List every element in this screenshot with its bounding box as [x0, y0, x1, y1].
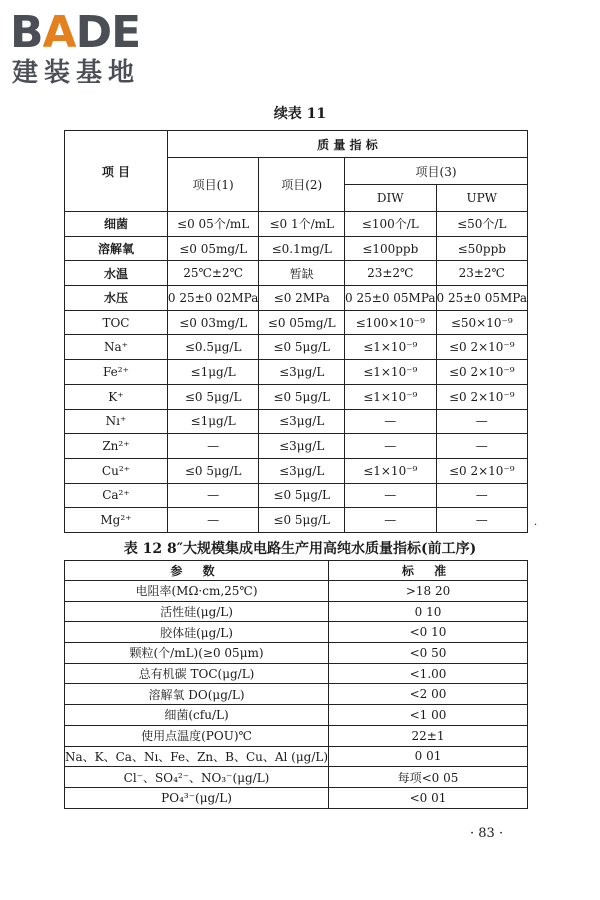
row-label: Ca²⁺	[65, 483, 168, 508]
standard-cell: <0 50	[329, 643, 528, 664]
table-cell: ≤50ppb	[436, 236, 527, 261]
table-cell: ≤1×10⁻⁹	[345, 458, 436, 483]
table-row	[65, 360, 528, 385]
table-row	[65, 787, 528, 808]
standard-cell: <0 01	[329, 787, 528, 808]
table-cell: ≤0 2×10⁻⁹	[436, 384, 527, 409]
table-row	[65, 310, 528, 335]
table-cell: ≤0 2MPa	[259, 286, 345, 311]
table-row	[65, 483, 528, 508]
table-cell: ≤0 2×10⁻⁹	[436, 335, 527, 360]
table-row	[65, 286, 528, 311]
table-cell: 0 25±0 02MPa	[167, 286, 258, 311]
table-cell: ≤0 2×10⁻⁹	[436, 360, 527, 385]
table-cell: ≤0 5μg/L	[259, 508, 345, 533]
table-row	[65, 684, 528, 705]
header-diw: DIW	[345, 185, 436, 212]
table-cell: —	[436, 483, 527, 508]
table-cell: ≤3μg/L	[259, 458, 345, 483]
table-cell: 25℃±2℃	[167, 261, 258, 286]
parameter-cell: Cl⁻、SO₄²⁻、NO₃⁻(μg/L)	[65, 767, 329, 788]
table-cell: ≤100ppb	[345, 236, 436, 261]
table-cell: —	[345, 409, 436, 434]
table-cell: ≤0 5μg/L	[167, 384, 258, 409]
parameter-cell: 细菌(cfu/L)	[65, 705, 329, 726]
table-cell: ≤50个/L	[436, 212, 527, 237]
table-cell: —	[345, 434, 436, 459]
table-cell: ≤0 05个/mL	[167, 212, 258, 237]
standard-cell: >18 20	[329, 581, 528, 602]
table-row	[65, 212, 528, 237]
parameter-cell: 活性硅(μg/L)	[65, 601, 329, 622]
standard-cell: <1.00	[329, 663, 528, 684]
table-row	[65, 581, 528, 602]
table-cell: —	[167, 508, 258, 533]
table-cell: 0 25±0 05MPa	[345, 286, 436, 311]
table-cell: ≤50×10⁻⁹	[436, 310, 527, 335]
table-cell: —	[436, 508, 527, 533]
table-cell: ≤1μg/L	[167, 409, 258, 434]
table-row	[65, 643, 528, 664]
table-cell: ≤1×10⁻⁹	[345, 384, 436, 409]
row-label: 水压	[65, 286, 168, 311]
parameter-cell: 总有机碳 TOC(μg/L)	[65, 663, 329, 684]
parameter-cell: 溶解氧 DO(μg/L)	[65, 684, 329, 705]
table-row	[65, 705, 528, 726]
page-number: · 83 ·	[470, 826, 504, 841]
header-parameter: 参 数	[65, 561, 329, 581]
table-cell: ≤3μg/L	[259, 360, 345, 385]
parameter-cell: 颗粒(个/mL)(≥0 05μm)	[65, 643, 329, 664]
row-label: 水温	[65, 261, 168, 286]
table-cell: 23±2℃	[345, 261, 436, 286]
table-row	[65, 622, 528, 643]
table1-caption: 续表 11	[273, 106, 327, 122]
table-cell: 23±2℃	[436, 261, 527, 286]
table-cell: —	[436, 409, 527, 434]
table-cell: ≤0 03mg/L	[167, 310, 258, 335]
table-row	[65, 434, 528, 459]
table-cell: —	[167, 483, 258, 508]
standard-cell: 每项<0 05	[329, 767, 528, 788]
table-row	[65, 767, 528, 788]
standard-cell: 0 01	[329, 746, 528, 767]
standard-cell: <0 10	[329, 622, 528, 643]
row-label: K⁺	[65, 384, 168, 409]
header-upw: UPW	[436, 185, 527, 212]
row-label: Fe²⁺	[65, 360, 168, 385]
table-cell: ≤0 5μg/L	[259, 335, 345, 360]
table-cell: ≤0.1mg/L	[259, 236, 345, 261]
table-row	[65, 508, 528, 533]
table-cell: ≤0 2×10⁻⁹	[436, 458, 527, 483]
table-cell: ≤1μg/L	[167, 360, 258, 385]
table-cell: ≤100个/L	[345, 212, 436, 237]
table-cell: 暂缺	[259, 261, 345, 286]
table2-body	[65, 581, 528, 809]
header-col2: 项目(2)	[259, 158, 345, 212]
row-label: Cu²⁺	[65, 458, 168, 483]
row-label: Mg²⁺	[65, 508, 168, 533]
table-row	[65, 725, 528, 746]
table-cell: ≤100×10⁻⁹	[345, 310, 436, 335]
header-col3: 项目(3)	[345, 158, 528, 185]
edge-mark: ·	[534, 520, 538, 531]
table-row	[65, 236, 528, 261]
table-row	[65, 601, 528, 622]
standard-cell: 0 10	[329, 601, 528, 622]
header-col1: 项目(1)	[167, 158, 258, 212]
table1-body	[65, 212, 528, 533]
row-label: TOC	[65, 310, 168, 335]
row-label: 溶解氧	[65, 236, 168, 261]
table-cell: ≤0 5μg/L	[259, 384, 345, 409]
table-cell: —	[345, 508, 436, 533]
table-cell: ≤0 05mg/L	[259, 310, 345, 335]
table-cell: ≤0 1个/mL	[259, 212, 345, 237]
table-row	[65, 335, 528, 360]
table-row	[65, 384, 528, 409]
table-cell: ≤1×10⁻⁹	[345, 335, 436, 360]
table-cell: 0 25±0 05MPa	[436, 286, 527, 311]
header-standard: 标 准	[329, 561, 528, 581]
table-row	[65, 409, 528, 434]
standard-cell: <2 00	[329, 684, 528, 705]
table-cell: ≤0 5μg/L	[259, 483, 345, 508]
row-label: Nı⁺	[65, 409, 168, 434]
table-cell: —	[345, 483, 436, 508]
table-cell: —	[167, 434, 258, 459]
parameter-cell: 电阻率(MΩ·cm,25℃)	[65, 581, 329, 602]
parameter-cell: Na、K、Ca、Nı、Fe、Zn、B、Cu、Al (μg/L)	[65, 746, 329, 767]
table-row	[65, 746, 528, 767]
table-cell: ≤1×10⁻⁹	[345, 360, 436, 385]
row-label: Zn²⁺	[65, 434, 168, 459]
row-label: Na⁺	[65, 335, 168, 360]
parameter-cell: 使用点温度(POU)℃	[65, 725, 329, 746]
table-cell: ≤3μg/L	[259, 434, 345, 459]
table-row	[65, 663, 528, 684]
row-label: 细菌	[65, 212, 168, 237]
table-row	[65, 458, 528, 483]
table2-caption: 表 12 8″大规模集成电路生产用高纯水质量指标(前工序)	[123, 541, 477, 557]
header-item: 项 目	[65, 131, 168, 212]
quality-index-table	[64, 130, 528, 533]
table-cell: ≤0.5μg/L	[167, 335, 258, 360]
standard-cell: 22±1	[329, 725, 528, 746]
parameter-cell: 胶体硅(μg/L)	[65, 622, 329, 643]
header-quality-group: 质 量 指 标	[167, 131, 527, 158]
bade-logo	[10, 8, 180, 88]
table-row	[65, 261, 528, 286]
table-cell: ≤0 5μg/L	[167, 458, 258, 483]
parameter-cell: PO₄³⁻(μg/L)	[65, 787, 329, 808]
high-purity-water-table	[64, 560, 528, 809]
logo-wordmark: BADE	[10, 7, 141, 58]
logo-subtitle: 建装基地	[12, 58, 141, 88]
table-cell: —	[436, 434, 527, 459]
table-cell: ≤3μg/L	[259, 409, 345, 434]
standard-cell: <1 00	[329, 705, 528, 726]
table-cell: ≤0 05mg/L	[167, 236, 258, 261]
